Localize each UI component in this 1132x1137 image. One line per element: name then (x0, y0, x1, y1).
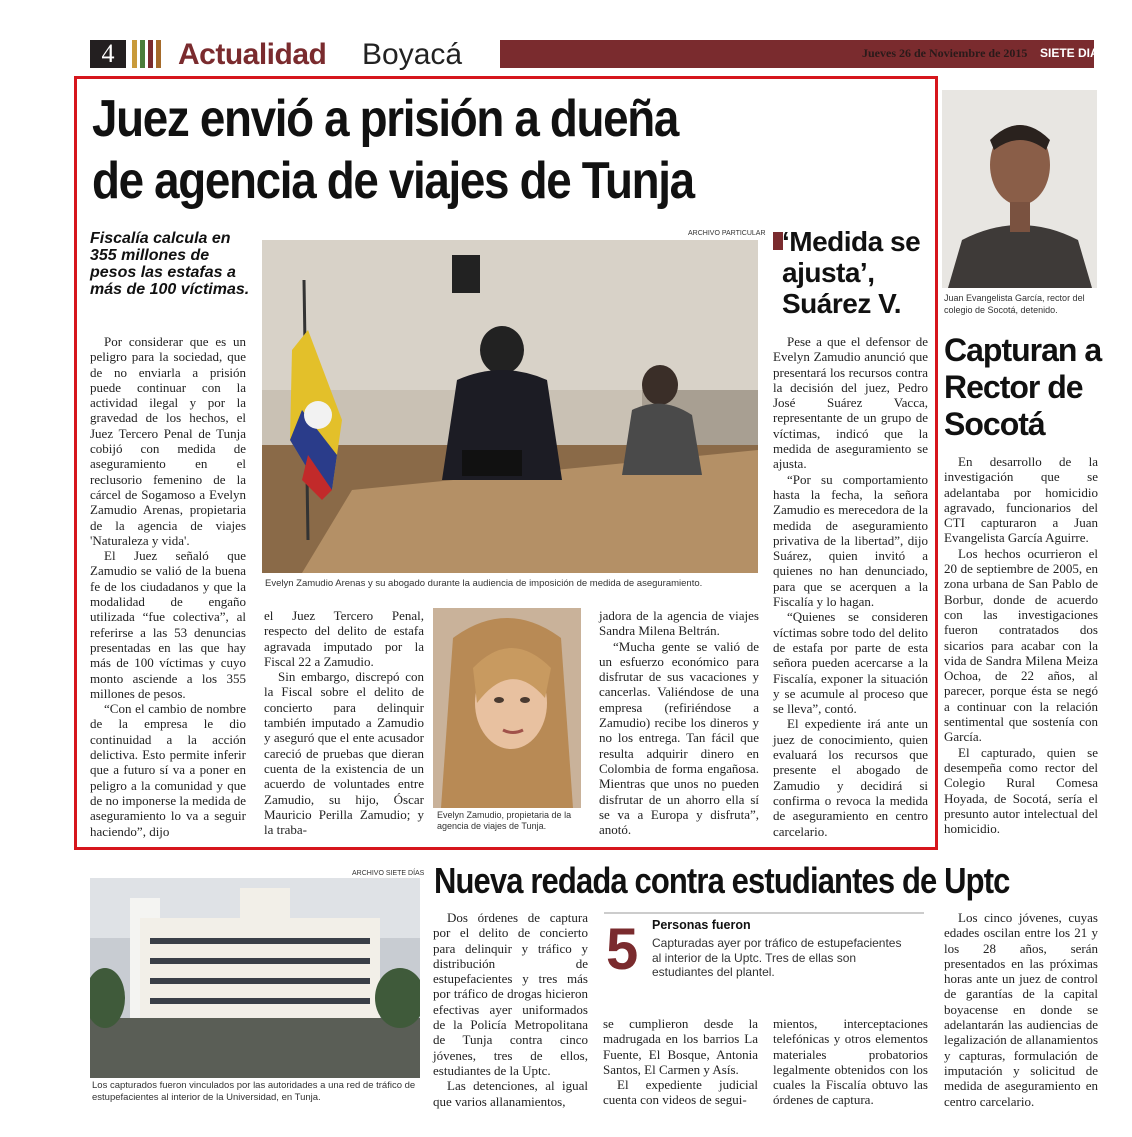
paragraph: El expediente irá ante un juez de conocimiento, quien evaluará los recursos que presente el abogado de Zamudio y decidirá si confirma o revoca la medida de aseguramiento en centro carcelario. (773, 716, 928, 839)
callout-title: Personas fueron (652, 918, 751, 932)
paragraph: El Juez señaló que Zamudio se valió de la buena fe de los ciudadanos y que la modalidad de engaño utilizada “fue colectiva”, al referirse a las 53 denuncias presentadas en las que hay más de 100 víctimas y cuyo monto asciende a los 355 millones de pesos. (90, 548, 246, 701)
paragraph: El capturado, quien se desempeña como rector del Colegio Rural Comesa Hoyada, de Socotá, sería el presunto autor intelectual del homicidio. (944, 744, 1098, 837)
rector-headline: Capturan a Rector de Socotá (944, 332, 1102, 442)
article-column (90, 334, 246, 839)
headline-text: Nueva redada contra estudiantes de Uptc (434, 860, 1010, 901)
article-column (599, 608, 759, 837)
header-stripe (140, 40, 145, 68)
paragraph: Por considerar que es un peligro para la sociedad, que de no enviarla a prisión puede continuar con la actividad ilegal y por la gravedad de los hechos, el Juez Tercero Penal de Tunja cobijó con medida de aseguramiento en el reclusorio femenino de la cárcel de Sogamoso a Evelyn Zamudio Arenas, propietaria de la agencia de viajes 'Naturaleza y vida'. (90, 334, 246, 548)
sidebar-title: ‘Medida se ajusta’, Suárez V. (782, 226, 921, 319)
paragraph: “Mucha gente se valió de un esfuerzo económico para disfrutar de sus vacaciones y cancerlas. Valiéndose de una empresa (refiriéndose a Zamudio) recibe los dineros y no los entrega. Tan fácil que resulta adquirir dinero en Colombia de forma engañosa. Mientras que unos no pueden disfrutar de un ahorro ella sí se va a Europa y disfruta”, anotó. (599, 638, 759, 838)
portrait-photo (433, 608, 581, 818)
section-label: Actualidad (178, 38, 327, 71)
sidebar-column (773, 334, 928, 839)
rector-column (944, 454, 1098, 836)
photo-caption: Evelyn Zamudio Arenas y su abogado durante la audiencia de imposición de medida de aseguramiento. (265, 578, 703, 589)
photo-caption: Evelyn Zamudio, propietaria de la agencia de viajes de Tunja. (437, 810, 572, 831)
paragraph: Sin embargo, discrepó con la Fiscal sobre el delito de concierto para delinquir también imputado a Zamudio y aseguró que el ente acusador careció de pruebas que dieran cuenta de la existencia de un acuerdo de voluntades entre Zamudio, su hijo, Óscar Mauricio Perilla Zamudio; y la traba- (264, 669, 424, 838)
photo-credit: ARCHIVO SIETE DÍAS (352, 870, 425, 877)
header-stripe (132, 40, 137, 68)
paragraph: En desarrollo de la investigación que se adelantaba por homicidio agravado, funcionarios del CTI capturaron a Juan Evangelista García Aguirre. (944, 454, 1098, 546)
article-deck: Fiscalía calcula en 355 millones de pesos las estafas a más de 100 víctimas. (90, 230, 250, 298)
uptc-column (773, 1016, 928, 1108)
page-number: 4 (90, 40, 126, 68)
photo-caption: Juan Evangelista García, rector del colegio de Socotá, detenido. (944, 293, 1085, 315)
paragraph: se cumplieron desde la madrugada en los barrios La Fuente, El Bosque, Antonia Santos, El Carmen y Asís. (603, 1016, 758, 1077)
newspaper-name: SIETE DIAS (1040, 46, 1107, 60)
paragraph: jadora de la agencia de viajes Sandra Milena Beltrán. (599, 608, 759, 639)
paragraph: “Con el cambio de nombre de la empresa le dio continuidad a la acción delictiva. Esto permite inferir que a futuro sí va a poner en peligro a la comunidad y que de no imponerse la medida de aseguramiento lo va a seguir haciendo”, dijo (90, 701, 246, 839)
courtroom-photo (262, 240, 758, 573)
paragraph: mientos, interceptaciones telefónicas y otros elementos materiales probatorios legalmente obtenidos con los cuales la Fiscalía obtuvo las órdenes de captura. (773, 1016, 928, 1108)
header-stripe (156, 40, 161, 68)
headline-line: Juez envió a prisión a dueña (92, 90, 679, 148)
photo-caption: Los capturados fueron vinculados por las autoridades a una red de tráfico de estupefacientes al interior de la Universidad, en Tunja. (92, 1080, 416, 1103)
paragraph: Los cinco jóvenes, cuyas edades oscilan entre los 21 y los 28 años, serán presentados en las próximas horas ante un juez de control de garantías de la capital boyacense en donde se adelantarán las audiencias de legalización de allanamientos y capturas, formulación de imputación y solicitud de medida de aseguramiento en centro carcelario. (944, 910, 1098, 1109)
callout-divider (604, 912, 924, 914)
section-sublabel: Boyacá (362, 38, 463, 71)
uptc-headline (434, 860, 1103, 902)
paragraph: “Quienes se consideren víctimas sobre todo del delito de estafa por parte de esta señora pueden acercarse a la Fiscalía, exponer la situación y se acumule al proceso que se lleva”, contó. (773, 609, 928, 717)
paragraph: Pese a que el defensor de Evelyn Zamudio anunció que presentará los recursos contra la decisión del juez, Pedro José Suárez Vacca, representante de un grupo de víctimas, indicó que la medida de aseguramiento se ajusta. (773, 334, 928, 472)
article-column (264, 608, 424, 837)
uptc-column (944, 910, 1098, 1109)
paragraph: Dos órdenes de captura por el delito de concierto para delinquir y tráfico y distribución de estupefacientes y tres más por tráfico de drogas hicieron efectivas ayer uniformados de la Policía Metropolitana de Tunja contra cinco jóvenes, tres de ellos, estudiantes de la Uptc. (433, 910, 588, 1078)
uptc-column (433, 910, 588, 1109)
uptc-column (603, 1016, 758, 1108)
main-headline (92, 88, 932, 212)
paragraph: Las detenciones, al igual que varios allanamientos, (433, 1078, 588, 1109)
paragraph: Los hechos ocurrieron el 20 de septiembre de 2005, en zona urbana de San Pablo de Borbur, donde de acuerdo con las investigaciones fueron contratados dos sicarios para acabar con la vida de Sandra Milena Meiza Ochoa, de 22 años, al parecer, porque ésta se negó a continuar con la relación sentimental que sostenía con García. (944, 545, 1098, 745)
issue-date: Jueves 26 de Noviembre de 2015 (862, 46, 1028, 60)
rector-photo (942, 90, 1097, 288)
photo-credit: ARCHIVO PARTICULAR (688, 230, 766, 237)
paragraph: el Juez Tercero Penal, respecto del delito de estafa agravada imputado por la Fiscal 22 a Zamudio. (264, 608, 424, 669)
headline-line: de agencia de viajes de Tunja (92, 152, 694, 210)
callout-number: 5 (606, 917, 639, 982)
university-photo (90, 878, 420, 1078)
header-stripe (148, 40, 153, 68)
paragraph: “Por su comportamiento hasta la fecha, la señora Zamudio es merecedora de la medida de aseguramiento privativa de la libertad”, dijo Suárez, quien invitó a quienes no han denunciado, para que se acerquen a la Fiscalía y lo hagan. (773, 471, 928, 610)
paragraph: El expediente judicial cuenta con videos de segui- (603, 1077, 758, 1108)
callout-text: Capturadas ayer por tráfico de estupefacientes al interior de la Uptc. Tres de ellas son estudiantes del plantel. (652, 936, 902, 979)
